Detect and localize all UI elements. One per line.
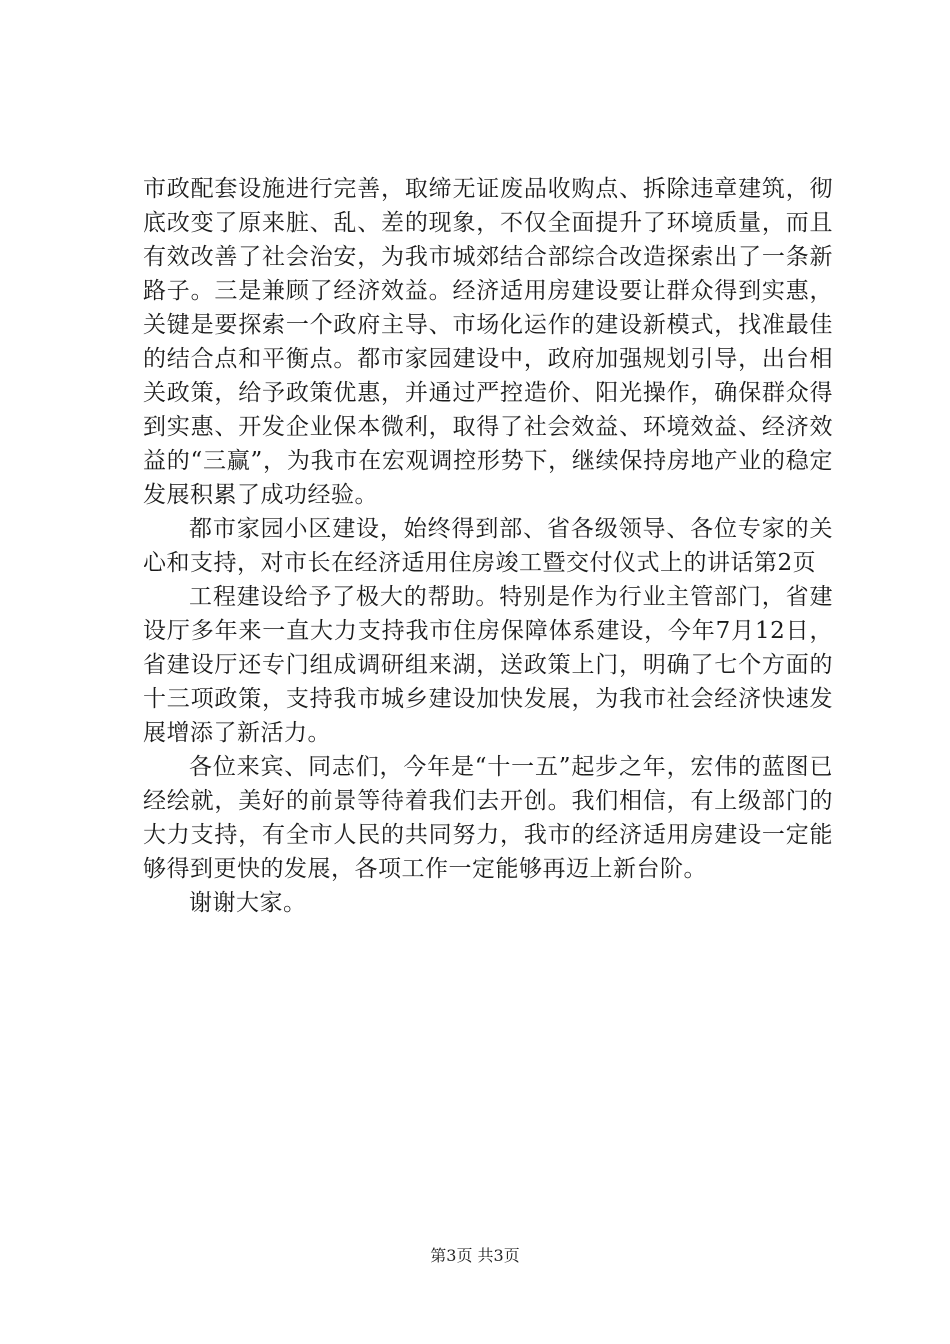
paragraph-4: 各位来宾、同志们，今年是“十一五”起步之年，宏伟的蓝图已经绘就，美好的前景等待着我们去开创。我们相信，有上级部门的大力支持，有全市人民的共同努力，我市的经济适用房建设一定能够得到更快的发展，各项工作一定能够再迈上新台阶。 [143, 754, 833, 882]
paragraph-2: 都市家园小区建设，始终得到部、省各级领导、各位专家的关心和支持，对市长在经济适用住房竣工暨交付仪式上的讲话第2页 [143, 516, 833, 576]
page-footer: 第3页 共3页 [430, 1246, 520, 1265]
paragraph-3: 工程建设给予了极大的帮助。特别是作为行业主管部门，省建设厅多年来一直大力支持我市住房保障体系建设，今年7月12日，省建设厅还专门组成调研组来湖，送政策上门，明确了七个方面的十三项政策，支持我市城乡建设加快发展，为我市社会经济快速发展增添了新活力。 [143, 584, 833, 746]
document-body [143, 172, 833, 920]
paragraph-1: 市政配套设施进行完善，取缔无证废品收购点、拆除违章建筑，彻底改变了原来脏、乱、差的现象，不仅全面提升了环境质量，而且有效改善了社会治安，为我市城郊结合部综合改造探索出了一条新路子。三是兼顾了经济效益。经济适用房建设要让群众得到实惠，关键是要探索一个政府主导、市场化运作的建设新模式，找准最佳的结合点和平衡点。都市家园建设中，政府加强规划引导，出台相关政策，给予政策优惠，并通过严控造价、阳光操作，确保群众得到实惠、开发企业保本微利，取得了社会效益、环境效益、经济效益的“三赢”，为我市在宏观调控形势下，继续保持房地产业的稳定发展积累了成功经验。 [143, 176, 833, 508]
paragraph-5: 谢谢大家。 [189, 890, 307, 916]
